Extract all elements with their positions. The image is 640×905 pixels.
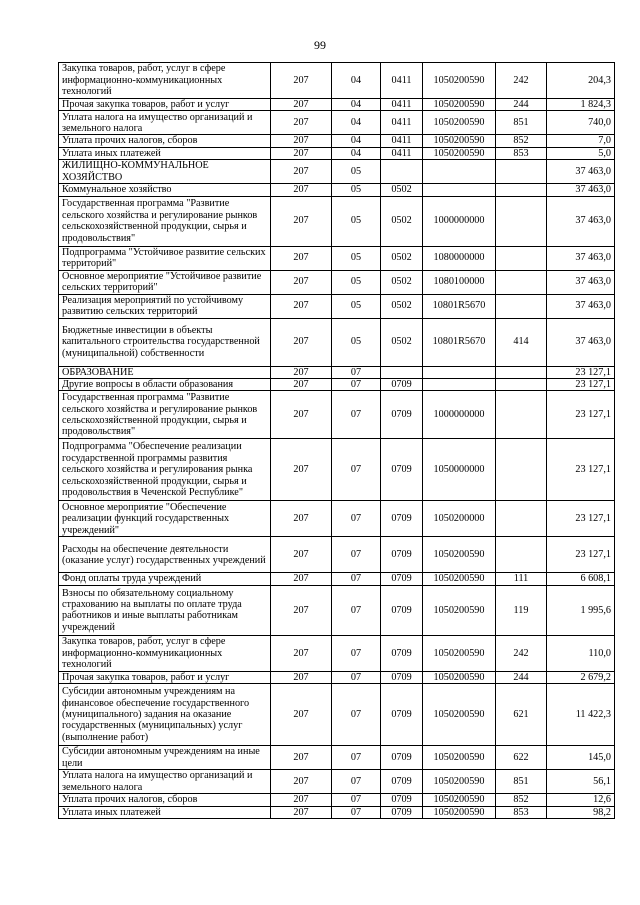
- table-row: [59, 746, 615, 770]
- row-grbs-cell: 207: [271, 63, 332, 99]
- row-grbs-cell: 207: [271, 573, 332, 585]
- row-subsection-cell: 0411: [381, 111, 423, 135]
- row-subsection-cell: 0502: [381, 318, 423, 366]
- table-row: [59, 671, 615, 683]
- row-name-cell: Уплата иных платежей: [59, 147, 271, 159]
- row-name-cell: Фонд оплаты труда учреждений: [59, 573, 271, 585]
- row-sum-cell: 23 127,1: [547, 537, 615, 573]
- row-grbs-cell: 207: [271, 671, 332, 683]
- row-expense-type-cell: 244: [496, 99, 547, 111]
- row-section-cell: 05: [332, 246, 381, 270]
- row-name-cell: Основное мероприятие "Обеспечение реализации функций государственных учреждений": [59, 501, 271, 537]
- row-expense-type-cell: 119: [496, 585, 547, 635]
- row-sum-cell: 37 463,0: [547, 160, 615, 184]
- row-sum-cell: 7,0: [547, 135, 615, 147]
- row-name-cell: ОБРАЗОВАНИЕ: [59, 366, 271, 378]
- row-name-cell: Бюджетные инвестиции в объекты капитального строительства государственной (муниципальной) собственности: [59, 318, 271, 366]
- row-section-cell: 05: [332, 196, 381, 246]
- row-section-cell: 07: [332, 746, 381, 770]
- row-expense-type-cell: [496, 184, 547, 196]
- row-subsection-cell: 0709: [381, 806, 423, 818]
- table-row: [59, 135, 615, 147]
- table-row: [59, 379, 615, 391]
- table-row: [59, 794, 615, 806]
- row-sum-cell: 1 824,3: [547, 99, 615, 111]
- row-section-cell: 07: [332, 379, 381, 391]
- row-subsection-cell: 0502: [381, 246, 423, 270]
- row-expense-type-cell: 622: [496, 746, 547, 770]
- row-name-cell: Уплата иных платежей: [59, 806, 271, 818]
- row-target-article-cell: 1050200590: [423, 794, 496, 806]
- row-subsection-cell: 0411: [381, 63, 423, 99]
- row-subsection-cell: 0709: [381, 585, 423, 635]
- table-row: [59, 391, 615, 439]
- table-row: [59, 184, 615, 196]
- row-sum-cell: 11 422,3: [547, 684, 615, 746]
- table-row: [59, 770, 615, 794]
- table-row: [59, 294, 615, 318]
- row-expense-type-cell: [496, 391, 547, 439]
- row-grbs-cell: 207: [271, 366, 332, 378]
- row-target-article-cell: 1050200590: [423, 63, 496, 99]
- row-expense-type-cell: 111: [496, 573, 547, 585]
- row-sum-cell: 12,6: [547, 794, 615, 806]
- row-sum-cell: 37 463,0: [547, 270, 615, 294]
- table-row: [59, 63, 615, 99]
- row-subsection-cell: 0709: [381, 684, 423, 746]
- row-grbs-cell: 207: [271, 160, 332, 184]
- row-expense-type-cell: 244: [496, 671, 547, 683]
- table-row: [59, 684, 615, 746]
- row-target-article-cell: 1050200590: [423, 147, 496, 159]
- row-name-cell: Уплата прочих налогов, сборов: [59, 794, 271, 806]
- row-subsection-cell: 0709: [381, 537, 423, 573]
- row-sum-cell: 110,0: [547, 635, 615, 671]
- row-sum-cell: 56,1: [547, 770, 615, 794]
- row-grbs-cell: 207: [271, 806, 332, 818]
- table-row: [59, 585, 615, 635]
- row-name-cell: Взносы по обязательному социальному страхованию на выплаты по оплате труда работников и иные выплаты работникам учреждений: [59, 585, 271, 635]
- row-expense-type-cell: [496, 270, 547, 294]
- row-target-article-cell: 1050200590: [423, 806, 496, 818]
- row-target-article-cell: 1050200590: [423, 111, 496, 135]
- row-target-article-cell: 1050200590: [423, 537, 496, 573]
- row-target-article-cell: 1050200590: [423, 770, 496, 794]
- row-target-article-cell: [423, 366, 496, 378]
- table-row: [59, 366, 615, 378]
- row-section-cell: 05: [332, 160, 381, 184]
- row-target-article-cell: 1050200590: [423, 135, 496, 147]
- row-expense-type-cell: 853: [496, 806, 547, 818]
- row-section-cell: 04: [332, 111, 381, 135]
- row-target-article-cell: [423, 160, 496, 184]
- row-target-article-cell: 1050200590: [423, 585, 496, 635]
- table-row: [59, 246, 615, 270]
- row-section-cell: 07: [332, 585, 381, 635]
- table-row: [59, 635, 615, 671]
- row-grbs-cell: 207: [271, 391, 332, 439]
- row-grbs-cell: 207: [271, 135, 332, 147]
- row-name-cell: Уплата налога на имущество организаций и земельного налога: [59, 770, 271, 794]
- row-section-cell: 07: [332, 684, 381, 746]
- row-subsection-cell: 0709: [381, 391, 423, 439]
- row-name-cell: ЖИЛИЩНО-КОММУНАЛЬНОЕ ХОЗЯЙСТВО: [59, 160, 271, 184]
- row-section-cell: 05: [332, 318, 381, 366]
- row-sum-cell: 6 608,1: [547, 573, 615, 585]
- row-subsection-cell: 0502: [381, 184, 423, 196]
- row-sum-cell: 23 127,1: [547, 391, 615, 439]
- row-sum-cell: 23 127,1: [547, 501, 615, 537]
- row-sum-cell: 23 127,1: [547, 379, 615, 391]
- row-target-article-cell: 1050200590: [423, 746, 496, 770]
- row-subsection-cell: 0709: [381, 671, 423, 683]
- row-name-cell: Субсидии автономным учреждениям на финансовое обеспечение государственного (муниципального) задания на оказание государственных (муниципальных) услуг (выполнение работ): [59, 684, 271, 746]
- row-sum-cell: 23 127,1: [547, 366, 615, 378]
- row-subsection-cell: 0502: [381, 294, 423, 318]
- row-subsection-cell: 0502: [381, 270, 423, 294]
- row-sum-cell: 204,3: [547, 63, 615, 99]
- row-grbs-cell: 207: [271, 684, 332, 746]
- row-grbs-cell: 207: [271, 585, 332, 635]
- row-name-cell: Коммунальное хозяйство: [59, 184, 271, 196]
- row-subsection-cell: 0411: [381, 99, 423, 111]
- row-grbs-cell: 207: [271, 746, 332, 770]
- row-section-cell: 04: [332, 135, 381, 147]
- row-name-cell: Субсидии автономным учреждениям на иные цели: [59, 746, 271, 770]
- row-name-cell: Подпрограмма "Устойчивое развитие сельских территорий": [59, 246, 271, 270]
- row-name-cell: Государственная программа "Развитие сельского хозяйства и регулирование рынков сельскохозяйственной продукции, сырья и продовольствия": [59, 196, 271, 246]
- row-sum-cell: 37 463,0: [547, 246, 615, 270]
- row-expense-type-cell: [496, 379, 547, 391]
- row-name-cell: Расходы на обеспечение деятельности (оказание услуг) государственных учреждений: [59, 537, 271, 573]
- row-expense-type-cell: 853: [496, 147, 547, 159]
- row-section-cell: 07: [332, 770, 381, 794]
- row-expense-type-cell: 852: [496, 794, 547, 806]
- table-row: [59, 537, 615, 573]
- row-grbs-cell: 207: [271, 379, 332, 391]
- row-name-cell: Основное мероприятие "Устойчивое развитие сельских территорий": [59, 270, 271, 294]
- row-section-cell: 04: [332, 147, 381, 159]
- row-expense-type-cell: 851: [496, 770, 547, 794]
- row-grbs-cell: 207: [271, 439, 332, 501]
- row-section-cell: 07: [332, 537, 381, 573]
- row-target-article-cell: [423, 379, 496, 391]
- row-expense-type-cell: 851: [496, 111, 547, 135]
- row-section-cell: 07: [332, 501, 381, 537]
- row-name-cell: Государственная программа "Развитие сельского хозяйства и регулирование рынков сельскохозяйственной продукции, сырья и продовольствия": [59, 391, 271, 439]
- table-row: [59, 501, 615, 537]
- row-name-cell: Уплата налога на имущество организаций и земельного налога: [59, 111, 271, 135]
- row-grbs-cell: 207: [271, 111, 332, 135]
- row-grbs-cell: 207: [271, 635, 332, 671]
- row-expense-type-cell: [496, 501, 547, 537]
- row-grbs-cell: 207: [271, 270, 332, 294]
- budget-table: [58, 62, 615, 819]
- row-target-article-cell: 1050200590: [423, 573, 496, 585]
- row-target-article-cell: 1050200590: [423, 99, 496, 111]
- row-grbs-cell: 207: [271, 196, 332, 246]
- row-section-cell: 05: [332, 184, 381, 196]
- row-expense-type-cell: [496, 160, 547, 184]
- row-section-cell: 07: [332, 794, 381, 806]
- row-name-cell: Подпрограмма "Обеспечение реализации государственной программы развития сельского хозяйства и регулирования рынка сельскохозяйственной продукции, сырья и продовольствия в Чеченской Республике": [59, 439, 271, 501]
- row-subsection-cell: 0709: [381, 746, 423, 770]
- row-expense-type-cell: 621: [496, 684, 547, 746]
- row-section-cell: 07: [332, 806, 381, 818]
- row-target-article-cell: 1050200000: [423, 501, 496, 537]
- table-row: [59, 99, 615, 111]
- row-target-article-cell: 1080000000: [423, 246, 496, 270]
- row-expense-type-cell: 242: [496, 63, 547, 99]
- row-target-article-cell: 1000000000: [423, 196, 496, 246]
- row-grbs-cell: 207: [271, 318, 332, 366]
- row-subsection-cell: 0709: [381, 501, 423, 537]
- row-expense-type-cell: 852: [496, 135, 547, 147]
- row-target-article-cell: 1050200590: [423, 635, 496, 671]
- row-subsection-cell: [381, 366, 423, 378]
- row-grbs-cell: 207: [271, 294, 332, 318]
- row-target-article-cell: 10801R5670: [423, 294, 496, 318]
- table-row: [59, 196, 615, 246]
- row-sum-cell: 1 995,6: [547, 585, 615, 635]
- row-sum-cell: 98,2: [547, 806, 615, 818]
- row-section-cell: 07: [332, 439, 381, 501]
- row-name-cell: Прочая закупка товаров, работ и услуг: [59, 99, 271, 111]
- row-target-article-cell: 1050200590: [423, 684, 496, 746]
- row-grbs-cell: 207: [271, 147, 332, 159]
- row-target-article-cell: 1050000000: [423, 439, 496, 501]
- row-expense-type-cell: [496, 196, 547, 246]
- table-row: [59, 147, 615, 159]
- row-grbs-cell: 207: [271, 184, 332, 196]
- row-target-article-cell: 1080100000: [423, 270, 496, 294]
- row-section-cell: 07: [332, 391, 381, 439]
- budget-table-body: [59, 63, 615, 819]
- row-subsection-cell: 0709: [381, 573, 423, 585]
- row-subsection-cell: 0709: [381, 379, 423, 391]
- row-sum-cell: 740,0: [547, 111, 615, 135]
- row-subsection-cell: 0709: [381, 794, 423, 806]
- row-target-article-cell: [423, 184, 496, 196]
- row-subsection-cell: 0502: [381, 196, 423, 246]
- row-expense-type-cell: [496, 366, 547, 378]
- row-expense-type-cell: [496, 246, 547, 270]
- row-section-cell: 07: [332, 573, 381, 585]
- row-target-article-cell: 1050200590: [423, 671, 496, 683]
- page-number: 99: [314, 38, 326, 52]
- row-expense-type-cell: [496, 439, 547, 501]
- row-section-cell: 05: [332, 270, 381, 294]
- table-row: [59, 439, 615, 501]
- row-sum-cell: 37 463,0: [547, 294, 615, 318]
- row-name-cell: Прочая закупка товаров, работ и услуг: [59, 671, 271, 683]
- row-sum-cell: 145,0: [547, 746, 615, 770]
- row-target-article-cell: 1000000000: [423, 391, 496, 439]
- row-section-cell: 07: [332, 366, 381, 378]
- row-subsection-cell: 0709: [381, 439, 423, 501]
- row-section-cell: 07: [332, 635, 381, 671]
- table-row: [59, 806, 615, 818]
- row-expense-type-cell: [496, 537, 547, 573]
- row-name-cell: Другие вопросы в области образования: [59, 379, 271, 391]
- row-sum-cell: 5,0: [547, 147, 615, 159]
- row-grbs-cell: 207: [271, 770, 332, 794]
- row-expense-type-cell: 414: [496, 318, 547, 366]
- row-section-cell: 04: [332, 99, 381, 111]
- row-target-article-cell: 10801R5670: [423, 318, 496, 366]
- row-expense-type-cell: [496, 294, 547, 318]
- row-section-cell: 07: [332, 671, 381, 683]
- row-expense-type-cell: 242: [496, 635, 547, 671]
- row-grbs-cell: 207: [271, 537, 332, 573]
- row-name-cell: Реализация мероприятий по устойчивому развитию сельских территорий: [59, 294, 271, 318]
- row-sum-cell: 37 463,0: [547, 196, 615, 246]
- row-name-cell: Закупка товаров, работ, услуг в сфере информационно-коммуникационных технологий: [59, 63, 271, 99]
- row-name-cell: Уплата прочих налогов, сборов: [59, 135, 271, 147]
- row-sum-cell: 37 463,0: [547, 318, 615, 366]
- table-row: [59, 111, 615, 135]
- row-sum-cell: 23 127,1: [547, 439, 615, 501]
- table-row: [59, 573, 615, 585]
- row-sum-cell: 37 463,0: [547, 184, 615, 196]
- row-grbs-cell: 207: [271, 501, 332, 537]
- row-subsection-cell: 0411: [381, 135, 423, 147]
- row-subsection-cell: 0411: [381, 147, 423, 159]
- row-section-cell: 04: [332, 63, 381, 99]
- row-subsection-cell: [381, 160, 423, 184]
- row-subsection-cell: 0709: [381, 770, 423, 794]
- table-row: [59, 318, 615, 366]
- table-row: [59, 270, 615, 294]
- row-sum-cell: 2 679,2: [547, 671, 615, 683]
- row-name-cell: Закупка товаров, работ, услуг в сфере информационно-коммуникационных технологий: [59, 635, 271, 671]
- row-grbs-cell: 207: [271, 99, 332, 111]
- row-grbs-cell: 207: [271, 794, 332, 806]
- row-subsection-cell: 0709: [381, 635, 423, 671]
- row-section-cell: 05: [332, 294, 381, 318]
- table-row: [59, 160, 615, 184]
- row-grbs-cell: 207: [271, 246, 332, 270]
